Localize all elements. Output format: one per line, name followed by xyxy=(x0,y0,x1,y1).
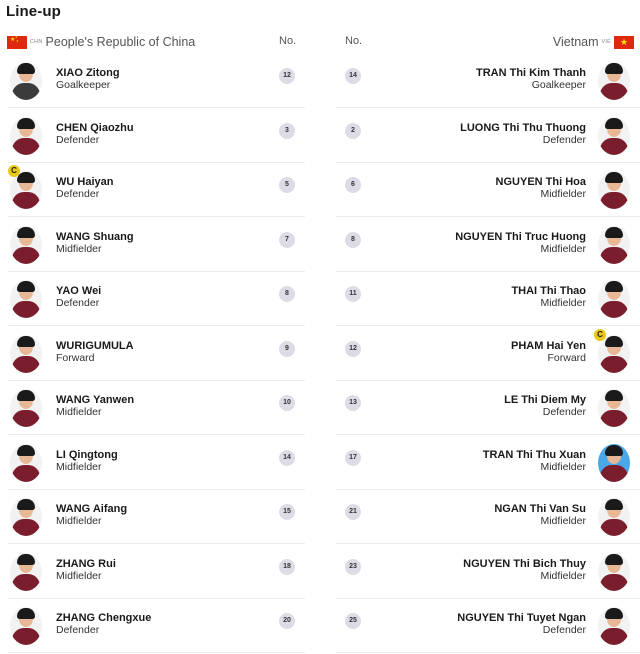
away-player-row[interactable] xyxy=(336,436,640,490)
player-name[interactable]: NGUYEN Thi Bich Thuy xyxy=(463,557,586,570)
player-avatar xyxy=(598,389,630,427)
player-avatar xyxy=(598,498,630,536)
player-position: Midfielder xyxy=(540,569,586,582)
player-name[interactable]: NGUYEN Thi Tuyet Ngan xyxy=(457,612,586,624)
shirt-number-badge: 12 xyxy=(279,68,295,84)
player-position: Defender xyxy=(56,188,100,200)
player-position: Midfielder xyxy=(540,515,586,527)
shirt-number-badge: 21 xyxy=(345,504,361,520)
player-avatar xyxy=(10,444,42,482)
home-player-row[interactable] xyxy=(0,218,305,272)
player-name[interactable]: ZHANG Rui xyxy=(56,557,116,570)
player-position: Midfielder xyxy=(540,188,586,200)
player-avatar xyxy=(10,117,42,155)
player-position: Forward xyxy=(56,351,95,364)
home-player-row[interactable] xyxy=(0,436,305,490)
vietnam-flag-icon: ★ xyxy=(614,36,634,49)
player-position: Defender xyxy=(542,624,586,636)
player-position: Midfielder xyxy=(540,297,586,309)
player-position: Defender xyxy=(56,297,100,309)
row-divider xyxy=(336,652,640,653)
captain-badge: C xyxy=(8,165,20,177)
row-divider xyxy=(8,652,305,653)
shirt-number-badge: 25 xyxy=(345,613,361,629)
player-avatar xyxy=(10,335,42,373)
player-name[interactable]: XIAO Zitong xyxy=(56,67,120,79)
home-team-header xyxy=(7,34,195,50)
shirt-number-badge: 17 xyxy=(345,450,361,466)
player-name[interactable]: ZHANG Chengxue xyxy=(56,612,152,624)
shirt-number-badge: 3 xyxy=(279,123,295,139)
away-player-row[interactable] xyxy=(336,545,640,599)
away-player-row[interactable] xyxy=(336,163,640,217)
shirt-number-badge: 23 xyxy=(345,559,361,575)
player-avatar xyxy=(10,498,42,536)
player-name[interactable]: CHEN Qiaozhu xyxy=(56,121,134,134)
player-position: Forward xyxy=(547,351,586,364)
home-number-header: No. xyxy=(279,35,297,47)
away-player-row[interactable] xyxy=(336,109,640,163)
shirt-number-badge: 8 xyxy=(279,286,295,302)
player-position: Midfielder xyxy=(56,406,102,418)
shirt-number-badge: 11 xyxy=(345,286,361,302)
home-player-row[interactable] xyxy=(0,163,305,217)
shirt-number-badge: 13 xyxy=(345,395,361,411)
player-name[interactable]: NGAN Thi Van Su xyxy=(494,503,586,515)
player-avatar xyxy=(10,62,42,100)
player-avatar xyxy=(598,62,630,100)
away-team-code: VIE xyxy=(601,39,611,45)
shirt-number-badge: 12 xyxy=(345,341,361,357)
away-team-name[interactable]: Vietnam xyxy=(552,35,599,49)
player-avatar xyxy=(598,117,630,155)
away-player-row[interactable] xyxy=(336,327,640,381)
home-player-row[interactable] xyxy=(0,381,305,435)
shirt-number-badge: 15 xyxy=(279,504,295,520)
player-avatar xyxy=(10,553,42,591)
shirt-number-badge: 14 xyxy=(345,68,361,84)
away-player-row[interactable] xyxy=(336,272,640,326)
player-avatar xyxy=(10,607,42,645)
player-avatar xyxy=(598,607,630,645)
shirt-number-badge: 18 xyxy=(279,559,295,575)
away-number-header: No. xyxy=(345,35,363,47)
player-position: Defender xyxy=(542,406,586,418)
away-player-row[interactable] xyxy=(336,381,640,435)
player-position: Defender xyxy=(542,133,586,146)
player-position: Midfielder xyxy=(540,460,586,473)
home-team-code: CHN xyxy=(30,39,43,45)
player-name[interactable]: LE Thi Diem My xyxy=(504,394,586,406)
player-position: Defender xyxy=(56,624,100,636)
player-avatar xyxy=(598,553,630,591)
player-avatar xyxy=(598,171,630,209)
player-name[interactable]: TRAN Thi Thu Xuan xyxy=(482,448,586,461)
home-player-row[interactable] xyxy=(0,545,305,599)
home-player-row[interactable] xyxy=(0,599,305,653)
home-player-row[interactable] xyxy=(0,490,305,544)
player-name[interactable]: WANG Yanwen xyxy=(56,394,135,406)
shirt-number-badge: 6 xyxy=(345,177,361,193)
home-player-row[interactable] xyxy=(0,327,305,381)
player-position: Defender xyxy=(56,133,100,146)
player-position: Midfielder xyxy=(56,242,102,255)
lineup-title: Line-up xyxy=(6,3,61,20)
player-avatar xyxy=(598,280,630,318)
shirt-number-badge: 10 xyxy=(279,395,295,411)
captain-badge: C xyxy=(594,329,606,341)
player-position: Midfielder xyxy=(56,460,102,473)
shirt-number-badge: 9 xyxy=(279,341,295,357)
home-player-row[interactable] xyxy=(0,272,305,326)
shirt-number-badge: 8 xyxy=(345,232,361,248)
player-name[interactable]: LI Qingtong xyxy=(56,448,118,461)
shirt-number-badge: 7 xyxy=(279,232,295,248)
player-position: Midfielder xyxy=(56,515,102,527)
home-player-row[interactable] xyxy=(0,54,305,108)
player-name[interactable]: THAI Thi Thao xyxy=(511,285,586,297)
player-position: Midfielder xyxy=(540,242,586,255)
player-position: Midfielder xyxy=(56,569,102,582)
shirt-number-badge: 2 xyxy=(345,123,361,139)
player-position: Goalkeeper xyxy=(531,79,586,91)
player-name[interactable]: LUONG Thi Thu Thuong xyxy=(460,121,586,134)
player-avatar xyxy=(10,280,42,318)
player-avatar xyxy=(10,389,42,427)
away-player-row[interactable] xyxy=(336,490,640,544)
player-name[interactable]: NGUYEN Thi Hoa xyxy=(495,176,586,188)
player-avatar xyxy=(598,226,630,264)
player-name[interactable]: YAO Wei xyxy=(56,285,102,297)
player-avatar xyxy=(10,226,42,264)
shirt-number-badge: 14 xyxy=(279,450,295,466)
shirt-number-badge: 5 xyxy=(279,177,295,193)
china-flag-icon: ★ ★ ★ xyxy=(7,36,27,49)
player-avatar xyxy=(598,444,630,482)
shirt-number-badge: 20 xyxy=(279,613,295,629)
away-team-header xyxy=(553,34,634,50)
player-name[interactable]: NGUYEN Thi Truc Huong xyxy=(455,230,586,243)
player-name[interactable]: WANG Shuang xyxy=(56,230,134,243)
home-team-name[interactable]: People's Republic of China xyxy=(45,35,196,49)
player-name[interactable]: WANG Aifang xyxy=(56,503,128,515)
player-position: Goalkeeper xyxy=(56,79,111,91)
away-player-row[interactable] xyxy=(336,54,640,108)
away-player-row[interactable] xyxy=(336,599,640,653)
away-player-row[interactable] xyxy=(336,218,640,272)
player-name[interactable]: PHAM Hai Yen xyxy=(511,339,586,352)
player-name[interactable]: WURIGUMULA xyxy=(56,339,134,352)
player-name[interactable]: WU Haiyan xyxy=(56,176,114,188)
home-player-row[interactable] xyxy=(0,109,305,163)
player-name[interactable]: TRAN Thi Kim Thanh xyxy=(476,67,586,79)
